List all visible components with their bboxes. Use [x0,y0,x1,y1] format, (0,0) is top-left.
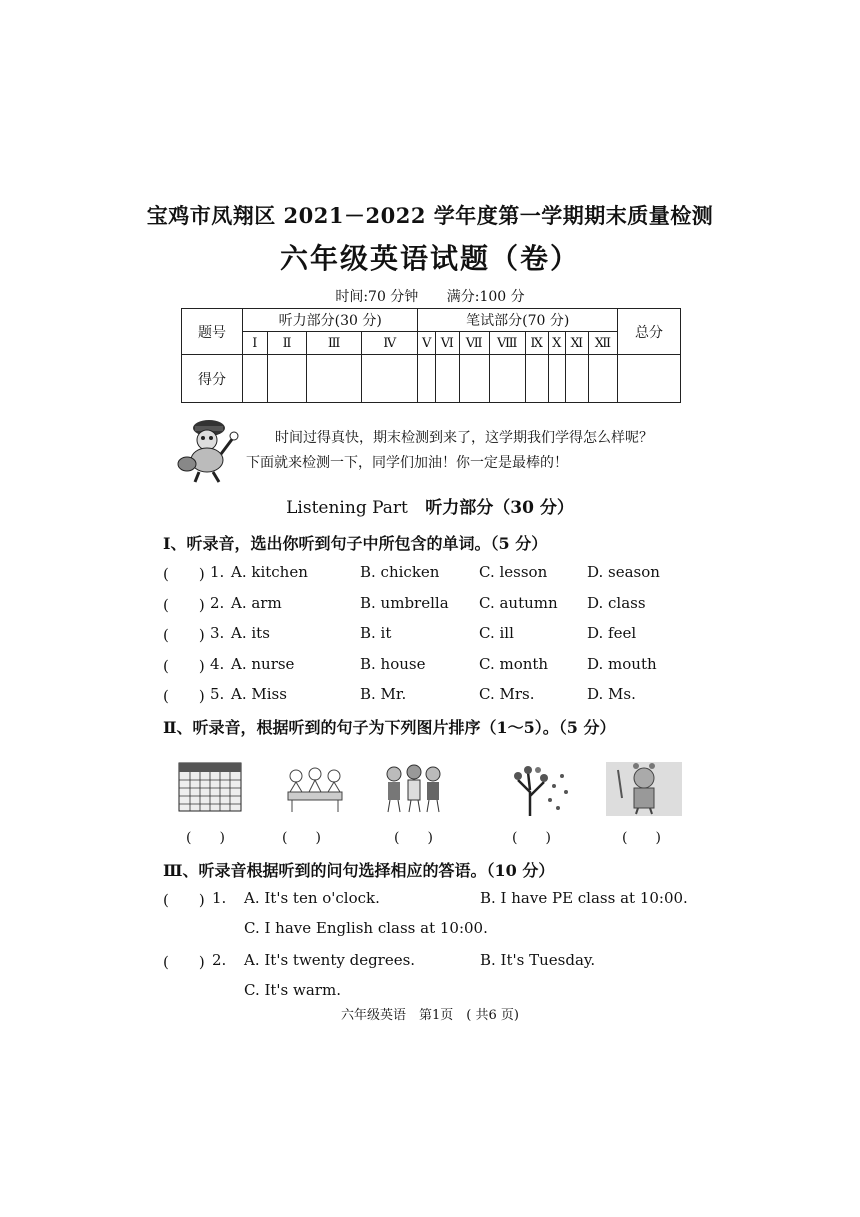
picture-answer-blank[interactable]: ( ) [512,830,551,846]
answer-blank[interactable]: ( ) [163,657,205,675]
picture-answer-blank[interactable]: ( ) [622,830,661,846]
option-d: D. class [587,594,646,612]
option-b: B. umbrella [360,594,449,612]
mascot-icon [173,416,241,484]
question-number: 1. [210,563,225,581]
score-cell [548,355,565,403]
option-a: A. arm [231,594,282,612]
option-b: B. it [360,624,392,642]
option-d: D. season [587,563,660,581]
score-cell [435,355,459,403]
score-cell [565,355,588,403]
option-c: C. Mrs. [479,685,535,703]
roman-11: Ⅺ [565,332,588,355]
picture-answer-blank[interactable]: ( ) [282,830,321,846]
time-limit: 时间:70 分钟 [335,289,419,305]
intro-line-1: 时间过得真快，期末检测到来了，这学期我们学得怎么样呢？ [275,430,653,446]
exam-meta [0,286,860,306]
listening-heading-cn: 听力部分（30 分） [425,498,574,518]
listening-heading [0,493,860,518]
option-a: A. nurse [231,655,295,673]
page-footer: 六年级英语 第1页 ( 共6 页) [341,1008,519,1023]
option-a: A. It's twenty degrees. [244,951,416,969]
section-1-title: Ⅰ、听录音，选出你听到句子中所包含的单词。（5 分） [163,534,548,553]
exam-title: 宝鸡市凤翔区 2021－2022 学年度第一学期期末质量检测 [146,203,714,228]
score-cell [267,355,307,403]
autumn-tree-picture [500,762,574,818]
roman-5: Ⅴ [418,332,436,355]
option-c: C. autumn [479,594,558,612]
score-cell [525,355,548,403]
listening-heading-en: Listening Part [286,498,408,518]
question-number: 5. [210,685,225,703]
exam-subtitle: 六年级英语试题（卷） [279,242,580,275]
intro-line-2: 下面就来检测一下，同学们加油！你一定是最棒的！ [246,455,568,471]
writing-part-label: 笔试部分(70 分) [418,309,618,332]
roman-8: Ⅷ [489,332,525,355]
option-c: C. It's warm. [244,981,341,999]
timetable-picture [178,762,242,812]
answer-blank[interactable]: ( ) [163,891,205,909]
roman-7: Ⅶ [459,332,489,355]
question-number: 4. [210,655,225,673]
roman-1: Ⅰ [243,332,268,355]
option-c: C. lesson [479,563,548,581]
option-d: D. feel [587,624,637,642]
picture-answer-blank[interactable]: ( ) [394,830,433,846]
option-c: C. ill [479,624,514,642]
full-marks: 满分:100 分 [446,289,525,305]
option-a: A. Miss [231,685,287,703]
answer-blank[interactable]: ( ) [163,953,205,971]
roman-6: Ⅵ [435,332,459,355]
total-cell [618,355,681,403]
question-number: 1. [212,889,227,907]
score-cell [243,355,268,403]
family-dinner-picture [278,762,352,814]
section-2-title: Ⅱ、听录音，根据听到的句子为下列图片排序（1～5）。（5 分） [163,718,616,737]
answer-blank[interactable]: ( ) [163,596,205,614]
total-label: 总分 [618,309,681,355]
option-d: D. Ms. [587,685,636,703]
option-a: A. It's ten o'clock. [244,889,380,907]
option-d: D. mouth [587,655,657,673]
score-cell [459,355,489,403]
picture-answer-blank[interactable]: ( ) [186,830,225,846]
score-table [181,308,681,403]
score-cell [362,355,418,403]
option-b: B. I have PE class at 10:00. [480,889,688,907]
question-number: 2. [212,951,227,969]
listening-part-label: 听力部分(30 分) [243,309,418,332]
option-b: B. Mr. [360,685,407,703]
option-a: A. kitchen [231,563,308,581]
children-playing-picture [378,762,448,814]
roman-12: Ⅻ [588,332,617,355]
roman-3: Ⅲ [307,332,362,355]
option-c: C. I have English class at 10:00. [244,919,488,937]
question-number: 2. [210,594,225,612]
answer-blank[interactable]: ( ) [163,626,205,644]
col-label: 题号 [182,309,243,355]
question-number: 3. [210,624,225,642]
option-b: B. chicken [360,563,440,581]
score-cell [588,355,617,403]
option-a: A. its [231,624,270,642]
roman-9: Ⅸ [525,332,548,355]
option-b: B. house [360,655,426,673]
score-cell [418,355,436,403]
answer-blank[interactable]: ( ) [163,565,205,583]
answer-blank[interactable]: ( ) [163,687,205,705]
girl-in-winter-picture [606,762,682,816]
row-label: 得分 [182,355,243,403]
section-3-title: Ⅲ、听录音根据听到的问句选择相应的答语。（10 分） [163,861,555,880]
roman-2: Ⅱ [267,332,307,355]
option-b: B. It's Tuesday. [480,951,596,969]
option-c: C. month [479,655,549,673]
roman-10: Ⅹ [548,332,565,355]
roman-4: Ⅳ [362,332,418,355]
score-cell [307,355,362,403]
score-cell [489,355,525,403]
